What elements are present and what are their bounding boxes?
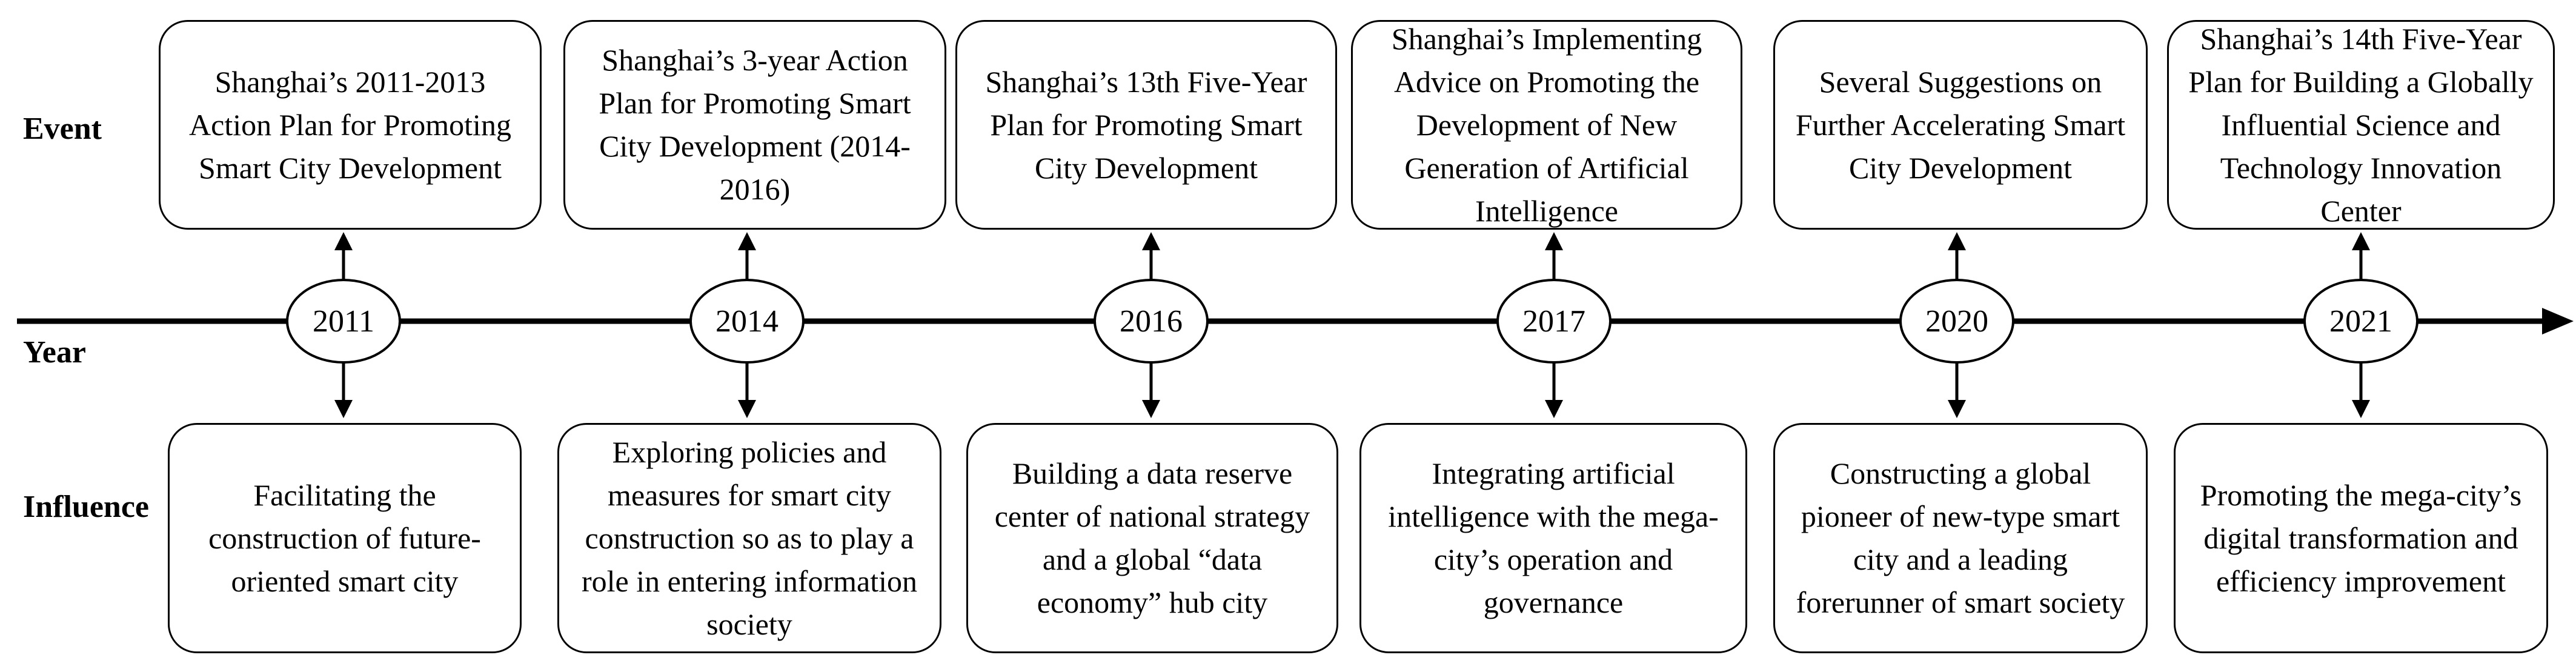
event-box-2014 <box>563 20 946 230</box>
year-node-2014: 2014 <box>689 279 805 364</box>
event-box-2011 <box>159 20 542 230</box>
event-text: Shanghai’s Implementing Advice on Promoting the Development of New Generation of Artificial Intelligence <box>1391 21 1702 228</box>
influence-box-2021 <box>2174 423 2548 653</box>
event-text: Shanghai’s 14th Five-Year Plan for Building a Globally Influential Science and Technology Innovation Center <box>2188 21 2534 228</box>
influence-arrow-2020-head <box>1948 400 1966 418</box>
event-box-2016 <box>955 20 1337 230</box>
influence-box-2020 <box>1773 423 2148 653</box>
year-row-label: Year <box>23 335 86 370</box>
event-arrow-2017-head <box>1545 232 1563 250</box>
influence-arrow-2011-head <box>334 400 353 418</box>
event-text: Shanghai’s 2011-2013 Action Plan for Promoting Smart City Development <box>189 64 511 185</box>
year-node-2016: 2016 <box>1094 279 1209 364</box>
year-node-2011: 2011 <box>286 279 401 364</box>
influence-arrow-2016-head <box>1142 400 1160 418</box>
event-arrow-2020-head <box>1948 232 1966 250</box>
influence-box-2016 <box>966 423 1338 653</box>
event-box-2021 <box>2167 20 2555 230</box>
influence-text: Integrating artificial intelligence with the mega-city’s operation and governance <box>1388 456 1719 619</box>
influence-row-label: Influence <box>23 490 149 524</box>
influence-arrow-2017-head <box>1545 400 1563 418</box>
event-box-2017 <box>1351 20 1742 230</box>
year-node-2017: 2017 <box>1496 279 1612 364</box>
influence-text: Exploring policies and measures for smart city construction so as to play a role in entering information society <box>581 434 917 641</box>
event-arrow-2014-head <box>738 232 756 250</box>
influence-arrow-2021-head <box>2352 400 2370 418</box>
influence-text: Constructing a global pioneer of new-type smart city and a leading forerunner of smart society <box>1796 456 2125 619</box>
event-text: Shanghai’s 3-year Action Plan for Promoting Smart City Development (2014-2016) <box>599 43 911 206</box>
influence-text: Facilitating the construction of future-oriented smart city <box>208 478 481 598</box>
event-row-label: Event <box>23 112 102 146</box>
year-node-2020: 2020 <box>1899 279 2014 364</box>
influence-arrow-2014-head <box>738 400 756 418</box>
event-arrow-2016-head <box>1142 232 1160 250</box>
event-box-2020 <box>1773 20 2148 230</box>
timeline-arrowhead <box>2542 308 2574 334</box>
event-arrow-2011-head <box>334 232 353 250</box>
influence-box-2017 <box>1359 423 1747 653</box>
influence-box-2011 <box>168 423 522 653</box>
influence-text: Promoting the mega-city’s digital transformation and efficiency improvement <box>2200 478 2522 598</box>
influence-text: Building a data reserve center of national strategy and a global “data economy” hub city <box>994 456 1310 619</box>
event-text: Several Suggestions on Further Accelerating Smart City Development <box>1795 64 2126 185</box>
year-node-2021: 2021 <box>2303 279 2418 364</box>
influence-box-2014 <box>557 423 941 653</box>
event-text: Shanghai’s 13th Five-Year Plan for Promoting Smart City Development <box>985 64 1307 185</box>
event-arrow-2021-head <box>2352 232 2370 250</box>
